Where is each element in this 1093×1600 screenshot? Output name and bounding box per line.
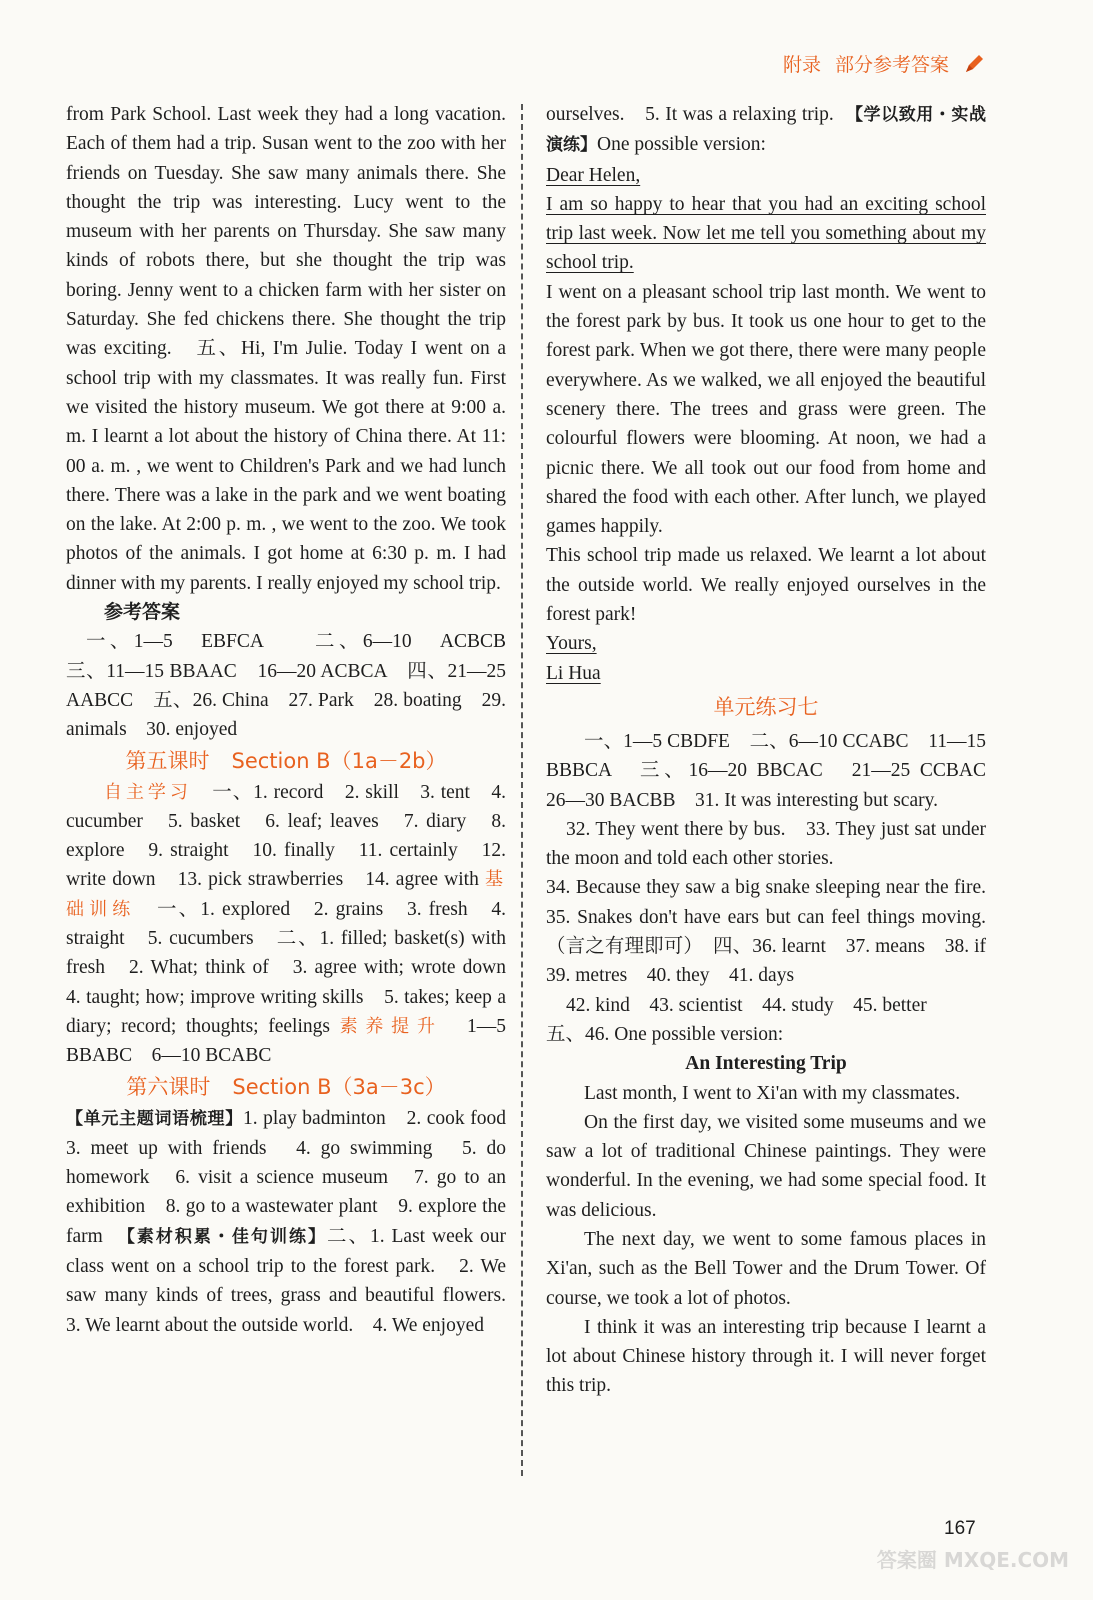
right-column <box>546 100 1006 1401</box>
cont-paragraph <box>546 100 986 161</box>
answers-text: 一、1—5 EBFCA 二、6—10 ACBCB 三、11—15 BBAAC 16—20 ACBCA 四、21—25 AABCC 五、26. China 27. Park 28. boating 29. animals 30. enjoyed <box>66 631 526 741</box>
essay-paragraph-3: The next day, we went to some famous places in Xi'an, such as the Bell Tower and the Drum Tower. Of course, we took a lot of photos. <box>546 1228 986 1309</box>
letter-intro: I am so happy to hear that you had an exciting school trip last week. Now let me tell you something about my school trip. <box>546 193 986 274</box>
xueyi-label: 【学以致用・实战演练】 <box>546 105 987 156</box>
essay-paragraph-4: I think it was an interesting trip because I learnt a lot about Chinese history through it. I will never forget this trip. <box>546 1316 986 1397</box>
letter-signature: Li Hua <box>546 662 601 684</box>
unit7-answers-2: 32. They went there by bus. 33. They just sat under the moon and told each other stories. <box>546 818 986 870</box>
zizhu-text: 一、1. record 2. skill 3. tent 4. cucumber 5. basket 6. leaf; leaves 7. diary 8. explore 9. straight 10. finally 11. certainly 12. write down 13. pick strawberries 14. agree with <box>66 781 506 891</box>
lesson5-title <box>66 745 506 778</box>
column-divider <box>521 104 523 1476</box>
section-label: 部分参考答案 <box>834 54 949 76</box>
cont-text: ourselves. 5. It was a relaxing trip. <box>546 104 855 125</box>
appendix-label: 附录 <box>782 54 821 76</box>
letter-body-1: I went on a pleasant school trip last month. We went to the forest park by bus. It took us one hour to get to the forest park. When we got there, there were many people everywhere. As we walked, we all enjoyed the beautiful scenery there. The trees and grass were green. The colourful flowers were blooming. At noon, we had a picnic there. We all took out our food from home and shared the food with each other. After lunch, we played games happily. <box>546 281 986 538</box>
lesson5-section: Section B（1a－2b） <box>231 748 447 773</box>
theme-text: 1. play badminton 2. cook food 3. meet up with friends 4. go swimming 5. do homework 6. visit a science museum 7. go to an exhibition 8. go to a wastewater plant 9. explore the farm <box>66 1107 526 1247</box>
essay-paragraph-2: On the first day, we visited some museums and we saw a lot of traditional Chinese paintings. They were wonderful. In the evening, we had some special food. It was delicious. <box>546 1111 986 1221</box>
letter-body-2: This school trip made us relaxed. We learnt a lot about the outside world. We really enjoyed ourselves in the forest park! <box>546 545 986 626</box>
lesson6-label: 第六课时 <box>126 1074 211 1099</box>
suyang-label: 素养提升 <box>339 1015 443 1037</box>
answers-heading: 参考答案 <box>104 601 181 624</box>
lesson5-label: 第五课时 <box>125 748 210 773</box>
theme-paragraph <box>66 1104 526 1340</box>
lesson6-section: Section B（3a－3c） <box>232 1074 446 1099</box>
passage-text: from Park School. Last week they had a long vacation. Each of them had a trip. Susan went to the zoo with her friends on Tuesday. She saw many animals there. She thought the trip was interesting. Lucy went to the museum with her parents on Thursday. She saw many kinds of robots there, but she thought the trip was boring. Jenny went to a chicken farm with her sister on Saturday. She fed chickens there. She thought the trip was exciting. 五、Hi, I'm Julie. Today I went on a school trip with my classmates. It was really fun. First we visited the history museum. We got there at 9:00 a. m. I learnt a lot about the history of China there. At 11: 00 a. m. , we went to Children's Park and we had lunch there. There was a lake in the park and we went boating on the lake. At 2:00 p. m. , we went to the zoo. We took photos of the animals. I got home at 6:30 p. m. I had dinner with my parents. I really enjoyed my school trip. <box>66 104 506 594</box>
jichu-text: 一、1. explored 2. grains 3. fresh 4. straight 5. cucumbers 二、1. filled; basket(s) with fresh 2. What; think of 3. agree with; wrote down 4. taught; how; improve writing skills 5. takes; keep a diary; record; thoughts; feelings <box>66 898 526 1037</box>
suyang-text: 1—5 BBABC 6—10 BCABC <box>66 1015 526 1067</box>
unit7-title: 单元练习七 <box>713 694 819 719</box>
essay-title: An Interesting Trip <box>685 1053 847 1075</box>
page-number: 167 <box>944 1518 976 1539</box>
jichu-label: 基础训练 <box>66 869 507 920</box>
zizhu-paragraph <box>66 778 526 1071</box>
watermark-logo <box>873 1522 1073 1592</box>
watermark-text: 答案圈 MXQE.COM <box>876 1548 1070 1572</box>
lesson6-title <box>66 1071 506 1104</box>
essay-paragraph-1: Last month, I went to Xi'an with my classmates. <box>584 1082 961 1104</box>
theme-label: 【单元主题词语梳理】 <box>66 1108 243 1129</box>
pen-icon <box>963 53 985 75</box>
zizhu-label: 自主学习 <box>104 781 192 803</box>
letter-closing: Yours, <box>546 633 597 655</box>
letter-greeting: Dear Helen, <box>546 164 641 186</box>
sucai-label: 【素材积累・佳句训练】 <box>126 1226 327 1247</box>
sucai-text: 二、1. Last week our class went on a school trip to the forest park. 2. We saw many kinds of trees, grass and beautiful flowers. 3. We learnt about the outside world. 4. We enjoyed <box>66 1225 526 1336</box>
unit7-answers-3: 34. Because they saw a big snake sleeping near the fire. 35. Snakes don't have ears but can feel things moving.（言之有理即可） 四、36. learnt 37. means 38. if 39. metres 40. they 41. days <box>546 877 1006 987</box>
page-header <box>783 50 985 77</box>
left-column <box>66 100 526 1340</box>
xueyi-text: One possible version: <box>597 134 766 156</box>
unit7-answers-4: 42. kind 43. scientist 44. study 45. better <box>566 994 927 1016</box>
unit7-answers-1: 一、1—5 CBDFE 二、6—10 CCABC 11—15 BBBCA 三、16—20 BBCAC 21—25 CCBAC 26—30 BACBB 31. It was interesting but scary. <box>546 730 1006 811</box>
unit7-answers-5: 五、46. One possible version: <box>546 1023 784 1045</box>
